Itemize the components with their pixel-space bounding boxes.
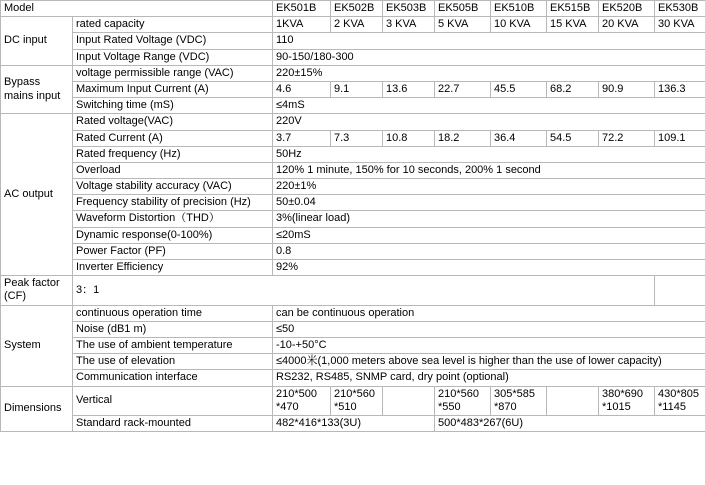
category-cell: Bypass mains input bbox=[1, 65, 73, 114]
value-cell: 30 KVA bbox=[655, 17, 705, 33]
value-cell: 20 KVA bbox=[599, 17, 655, 33]
parameter-cell: Inverter Efficiency bbox=[73, 260, 273, 276]
table-row bbox=[1, 337, 705, 353]
value-cell: 430*805 *1145 bbox=[655, 386, 705, 415]
table-row bbox=[1, 65, 705, 81]
category-cell: AC output bbox=[1, 114, 73, 276]
value-cell: 500*483*267(6U) bbox=[435, 415, 705, 431]
table-row bbox=[1, 114, 705, 130]
value-cell: 3.7 bbox=[273, 130, 331, 146]
value-cell: 4.6 bbox=[273, 81, 331, 97]
parameter-cell: Overload bbox=[73, 162, 273, 178]
table-row bbox=[1, 33, 705, 49]
parameter-cell: Voltage stability accuracy (VAC) bbox=[73, 179, 273, 195]
value-cell: 2 KVA bbox=[331, 17, 383, 33]
value-cell: ≤4000米(1,000 meters above sea level is higher than the use of lower capacity) bbox=[273, 354, 705, 370]
value-cell: 50±0.04 bbox=[273, 195, 705, 211]
value-cell: 3：1 bbox=[73, 276, 655, 305]
header-model-EK502B: EK502B bbox=[331, 1, 383, 17]
table-row bbox=[1, 179, 705, 195]
parameter-cell: rated capacity bbox=[73, 17, 273, 33]
value-cell: 220±15% bbox=[273, 65, 705, 81]
value-cell: 7.3 bbox=[331, 130, 383, 146]
value-cell: 1KVA bbox=[273, 17, 331, 33]
value-cell: 482*416*133(3U) bbox=[273, 415, 435, 431]
value-cell: 13.6 bbox=[383, 81, 435, 97]
parameter-cell: The use of ambient temperature bbox=[73, 337, 273, 353]
value-cell: 305*585 *870 bbox=[491, 386, 547, 415]
value-cell: -10-+50°C bbox=[273, 337, 705, 353]
value-cell: 0.8 bbox=[273, 243, 705, 259]
value-cell: can be continuous operation bbox=[273, 305, 705, 321]
value-cell: 3 KVA bbox=[383, 17, 435, 33]
value-cell: 380*690 *1015 bbox=[599, 386, 655, 415]
parameter-cell: Rated Current (A) bbox=[73, 130, 273, 146]
table-row bbox=[1, 227, 705, 243]
value-cell bbox=[383, 386, 435, 415]
parameter-cell: Waveform Distortion（THD） bbox=[73, 211, 273, 227]
table-row bbox=[1, 162, 705, 178]
parameter-cell: Vertical bbox=[73, 386, 273, 415]
value-cell: 92% bbox=[273, 260, 705, 276]
table-row bbox=[1, 386, 705, 415]
category-cell: System bbox=[1, 305, 73, 386]
table-row bbox=[1, 49, 705, 65]
category-cell: Dimensions bbox=[1, 386, 73, 432]
table-row bbox=[1, 415, 705, 431]
table-row bbox=[1, 321, 705, 337]
value-cell: 68.2 bbox=[547, 81, 599, 97]
table-row bbox=[1, 211, 705, 227]
header-model-EK505B: EK505B bbox=[435, 1, 491, 17]
table-row bbox=[1, 354, 705, 370]
value-cell: 136.3 bbox=[655, 81, 705, 97]
value-cell: 45.5 bbox=[491, 81, 547, 97]
value-cell: 220±1% bbox=[273, 179, 705, 195]
parameter-cell: Frequency stability of precision (Hz) bbox=[73, 195, 273, 211]
header-model-EK530B: EK530B bbox=[655, 1, 705, 17]
header-model-EK501B: EK501B bbox=[273, 1, 331, 17]
value-cell: 10 KVA bbox=[491, 17, 547, 33]
parameter-cell: Rated voltage(VAC) bbox=[73, 114, 273, 130]
parameter-cell: Input Voltage Range (VDC) bbox=[73, 49, 273, 65]
parameter-cell: Communication interface bbox=[73, 370, 273, 386]
table-row bbox=[1, 243, 705, 259]
value-cell: ≤4mS bbox=[273, 98, 705, 114]
value-cell: 3%(linear load) bbox=[273, 211, 705, 227]
table-row bbox=[1, 370, 705, 386]
table-header-row bbox=[1, 1, 705, 17]
value-cell: 210*500 *470 bbox=[273, 386, 331, 415]
value-cell: 22.7 bbox=[435, 81, 491, 97]
value-cell: 15 KVA bbox=[547, 17, 599, 33]
parameter-cell: Input Rated Voltage (VDC) bbox=[73, 33, 273, 49]
parameter-cell: Dynamic response(0-100%) bbox=[73, 227, 273, 243]
value-cell: 109.1 bbox=[655, 130, 705, 146]
category-cell: DC input bbox=[1, 17, 73, 66]
header-model-EK520B: EK520B bbox=[599, 1, 655, 17]
table-row bbox=[1, 146, 705, 162]
value-cell: RS232, RS485, SNMP card, dry point (optional) bbox=[273, 370, 705, 386]
value-cell: 210*560 *510 bbox=[331, 386, 383, 415]
value-cell: 5 KVA bbox=[435, 17, 491, 33]
parameter-cell: Rated frequency (Hz) bbox=[73, 146, 273, 162]
table-row bbox=[1, 17, 705, 33]
parameter-cell: The use of elevation bbox=[73, 354, 273, 370]
value-cell: 220V bbox=[273, 114, 705, 130]
table-row bbox=[1, 260, 705, 276]
value-cell: 210*560 *550 bbox=[435, 386, 491, 415]
table-row bbox=[1, 130, 705, 146]
value-cell: 18.2 bbox=[435, 130, 491, 146]
value-cell: 72.2 bbox=[599, 130, 655, 146]
table-row bbox=[1, 98, 705, 114]
parameter-cell: Switching time (mS) bbox=[73, 98, 273, 114]
value-cell: 54.5 bbox=[547, 130, 599, 146]
header-model-EK510B: EK510B bbox=[491, 1, 547, 17]
parameter-cell: Standard rack-mounted bbox=[73, 415, 273, 431]
header-model-label: Model bbox=[1, 1, 273, 17]
parameter-cell: continuous operation time bbox=[73, 305, 273, 321]
value-cell: 50Hz bbox=[273, 146, 705, 162]
value-cell: ≤20mS bbox=[273, 227, 705, 243]
value-cell: 120% 1 minute, 150% for 10 seconds, 200% 1 second bbox=[273, 162, 705, 178]
parameter-cell: voltage permissible range (VAC) bbox=[73, 65, 273, 81]
value-cell: 10.8 bbox=[383, 130, 435, 146]
value-cell: 110 bbox=[273, 33, 705, 49]
table-row bbox=[1, 81, 705, 97]
parameter-cell: Peak factor (CF) bbox=[1, 276, 73, 305]
value-cell: 90.9 bbox=[599, 81, 655, 97]
table-row bbox=[1, 305, 705, 321]
header-model-EK503B: EK503B bbox=[383, 1, 435, 17]
table-row bbox=[1, 195, 705, 211]
parameter-cell: Power Factor (PF) bbox=[73, 243, 273, 259]
parameter-cell: Maximum Input Current (A) bbox=[73, 81, 273, 97]
value-cell: ≤50 bbox=[273, 321, 705, 337]
value-cell bbox=[547, 386, 599, 415]
table-row bbox=[1, 276, 705, 305]
value-cell: 90-150/180-300 bbox=[273, 49, 705, 65]
header-model-EK515B: EK515B bbox=[547, 1, 599, 17]
value-cell: 36.4 bbox=[491, 130, 547, 146]
value-cell: 9.1 bbox=[331, 81, 383, 97]
parameter-cell: Noise (dB1 m) bbox=[73, 321, 273, 337]
